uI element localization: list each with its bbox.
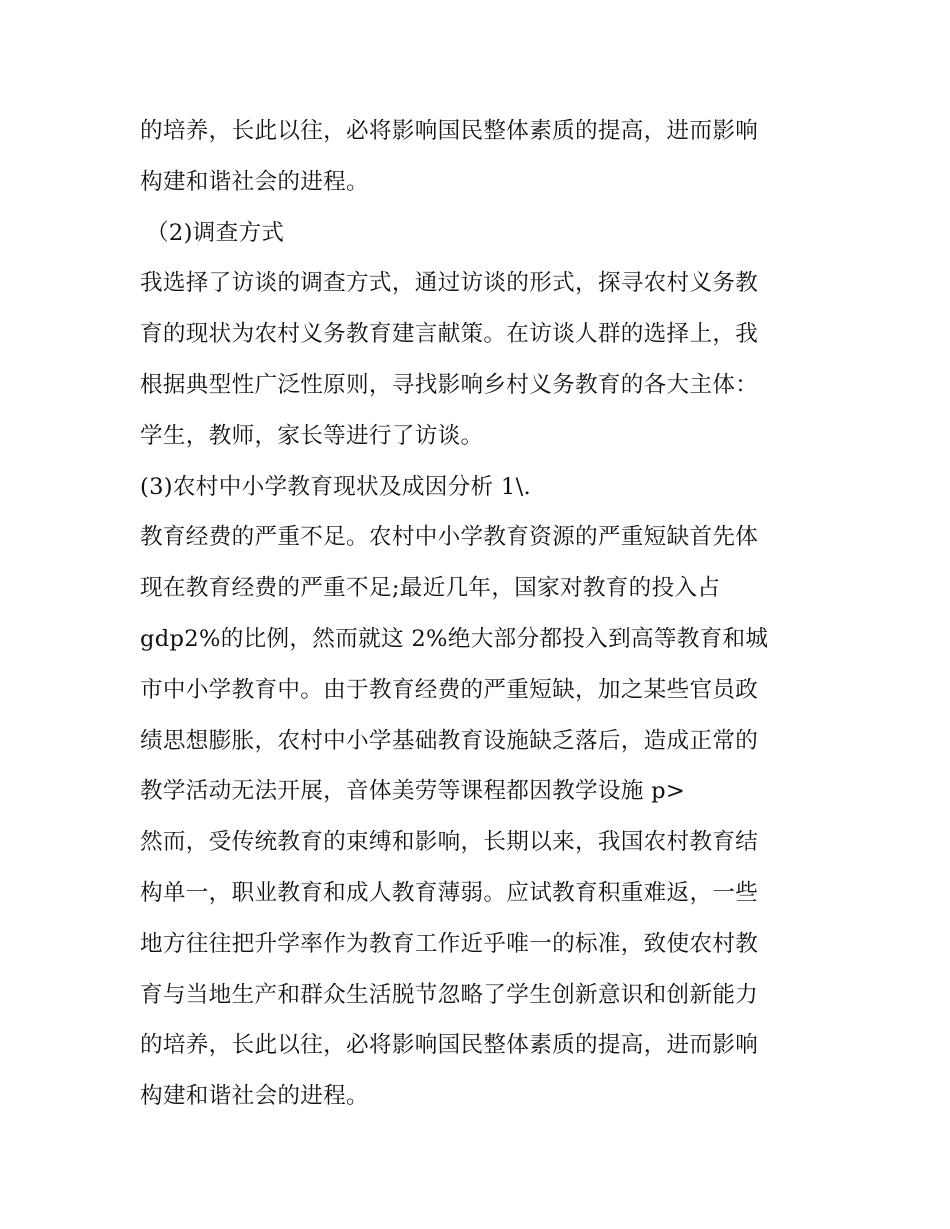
text-line: 然而，受传统教育的束缚和影响，长期以来，我国农村教育结 xyxy=(140,829,759,856)
text-line: gdp2%的比例，然而就这 2%绝大部分都投入到高等教育和城 xyxy=(140,625,769,652)
section-heading: （2)调查方式 xyxy=(146,219,285,246)
text-line: 我选择了访谈的调查方式，通过访谈的形式，探寻农村义务教 xyxy=(140,270,759,297)
text-line: 学生，教师，家长等进行了访谈。 xyxy=(140,422,484,449)
text-line: 现在教育经费的严重不足;最近几年，国家对教育的投入占 xyxy=(140,575,721,602)
text-line: 构单一，职业教育和成人教育薄弱。应试教育积重难返，一些 xyxy=(140,879,759,906)
text-line: 育的现状为农村义务教育建言献策。在访谈人群的选择上，我 xyxy=(140,321,759,348)
text-line: 根据典型性广泛性原则，寻找影响乡村义务教育的各大主体： xyxy=(140,371,759,398)
document-body xyxy=(140,106,820,1122)
text-line: 构建和谐社会的进程。 xyxy=(140,168,369,195)
text-line: 构建和谐社会的进程。 xyxy=(140,1083,369,1110)
text-line: 育与当地生产和群众生活脱节忽略了学生创新意识和创新能力 xyxy=(140,981,759,1008)
text-line: 地方往往把升学率作为教育工作近乎唯一的标准，致使农村教 xyxy=(140,930,759,957)
text-line: 的培养，长此以往，必将影响国民整体素质的提高，进而影响 xyxy=(140,1032,759,1059)
section-heading: (3)农村中小学教育现状及成因分析 1\. xyxy=(140,473,531,500)
text-line: 的培养，长此以往，必将影响国民整体素质的提高，进而影响 xyxy=(140,118,759,144)
text-line: 教育经费的严重不足。农村中小学教育资源的严重短缺首先体 xyxy=(140,524,759,551)
text-line: 教学活动无法开展，音体美劳等课程都因教学设施 p> xyxy=(140,778,686,805)
text-line: 市中小学教育中。由于教育经费的严重短缺，加之某些官员政 xyxy=(140,676,759,703)
text-line: 绩思想膨胀，农村中小学基础教育设施缺乏落后，造成正常的 xyxy=(140,727,759,754)
